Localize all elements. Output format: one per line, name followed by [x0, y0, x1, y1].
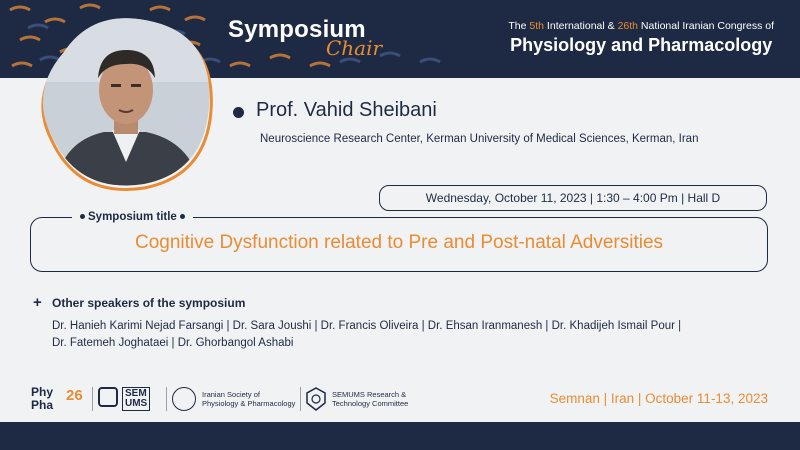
- phypha-logo: Phy Pha 26: [31, 385, 83, 412]
- chair-script-label: Chair: [326, 36, 383, 60]
- congress-edition: The 5th International & 26th National Iranian Congress of: [508, 20, 774, 32]
- other-speakers-list: [52, 318, 681, 352]
- bullet-dot: [233, 107, 244, 118]
- symposium-title-label: Symposium title: [72, 210, 193, 224]
- symposium-heading: Symposium: [228, 16, 366, 43]
- chair-name: Prof. Vahid Sheibani: [256, 99, 437, 121]
- semums-logo: SEM UMS: [98, 387, 162, 413]
- session-datetime: Wednesday, October 11, 2023 | 1:30 – 4:00 Pm | Hall D: [425, 191, 721, 205]
- label-dot-left: [80, 214, 85, 219]
- chair-photo: [34, 12, 216, 194]
- congress-location-date: Semnan | Iran | October 11-13, 2023: [549, 391, 768, 406]
- portrait-photo: [34, 12, 216, 194]
- isp-logo: Iranian Society of Physiology & Pharmacology: [172, 385, 302, 415]
- footer-bar: [0, 422, 800, 450]
- speakers-line-2: Dr. Fatemeh Joghataei | Dr. Ghorbangol Ashabi: [52, 337, 294, 349]
- congress-title: [508, 20, 774, 56]
- congress-name: Physiology and Pharmacology: [510, 35, 773, 55]
- logo-separator: [92, 387, 93, 411]
- symposium-title-text: Cognitive Dysfunction related to Pre and Post-natal Adversities: [134, 232, 664, 253]
- session-datetime-box: [379, 185, 767, 211]
- other-speakers-heading: Other speakers of the symposium: [52, 296, 246, 310]
- title-block: [228, 16, 383, 60]
- plus-icon: +: [33, 294, 42, 311]
- chair-affiliation: Neuroscience Research Center, Kerman University of Medical Sciences, Kerman, Iran: [260, 133, 699, 145]
- logo-separator: [300, 387, 301, 411]
- semums-emblem-icon: [98, 387, 118, 407]
- semums-rtc-logo: SEMUMS Research & Technology Committee: [306, 385, 446, 415]
- logo-separator: [166, 387, 167, 411]
- committee-emblem-icon: [306, 387, 326, 411]
- isp-emblem-icon: [172, 387, 196, 411]
- speakers-line-1: Dr. Hanieh Karimi Nejad Farsangi | Dr. Sara Joushi | Dr. Francis Oliveira | Dr. Ehsan Iranmanesh | Dr. Khadijeh Ismail Pour |: [52, 320, 682, 332]
- label-dot-right: [180, 214, 185, 219]
